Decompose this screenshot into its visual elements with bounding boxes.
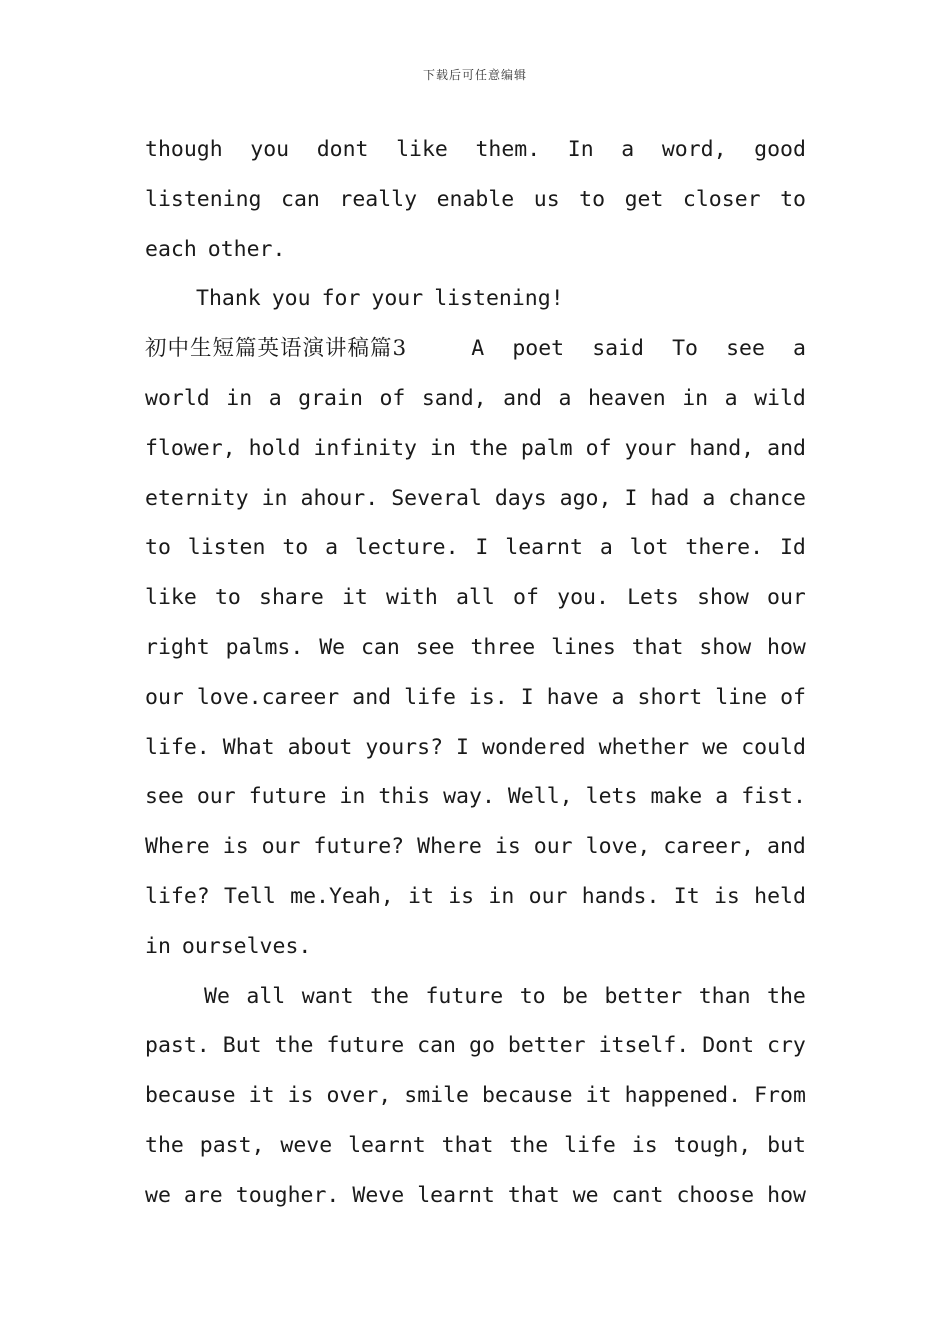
word: wild bbox=[754, 385, 806, 411]
word: Dont bbox=[702, 1033, 755, 1059]
word: life bbox=[564, 1132, 616, 1158]
word: really bbox=[339, 186, 418, 212]
word: can bbox=[417, 1033, 456, 1059]
word: we bbox=[572, 1182, 599, 1208]
word: it bbox=[585, 1083, 612, 1109]
word: of bbox=[585, 435, 612, 461]
word: life bbox=[404, 684, 456, 710]
word: is bbox=[287, 1083, 314, 1109]
word: in bbox=[145, 933, 171, 959]
word: a bbox=[724, 385, 738, 411]
text-line bbox=[145, 225, 806, 275]
word: had bbox=[650, 485, 690, 511]
word: be bbox=[562, 983, 588, 1009]
text-line bbox=[145, 772, 806, 822]
word: In bbox=[567, 137, 594, 162]
word: lines bbox=[551, 634, 616, 660]
word: life. bbox=[145, 734, 210, 760]
word: because bbox=[482, 1083, 573, 1109]
word: the bbox=[509, 1132, 549, 1158]
word: can bbox=[281, 186, 320, 212]
word: What bbox=[222, 734, 275, 760]
word: in bbox=[261, 485, 288, 511]
word: a bbox=[793, 336, 806, 362]
text-line bbox=[145, 972, 806, 1022]
word: like bbox=[396, 137, 448, 162]
word: our bbox=[145, 684, 184, 710]
word: is bbox=[713, 883, 740, 909]
word: I bbox=[520, 684, 534, 710]
word: past, bbox=[199, 1132, 265, 1158]
word: our bbox=[196, 784, 236, 810]
word: our bbox=[261, 834, 301, 860]
word: them. bbox=[475, 137, 541, 162]
word: future? bbox=[313, 834, 405, 860]
word: We bbox=[319, 634, 346, 660]
word: chance bbox=[728, 485, 806, 511]
word: closer bbox=[682, 186, 761, 212]
word: weve bbox=[280, 1132, 333, 1158]
word: dont bbox=[316, 137, 369, 162]
word: A bbox=[471, 336, 485, 362]
word: the bbox=[145, 1132, 184, 1158]
word: hands. bbox=[581, 883, 660, 909]
word: It bbox=[673, 883, 700, 909]
word: a bbox=[715, 784, 729, 810]
word: the bbox=[767, 983, 806, 1009]
text-line bbox=[145, 175, 806, 225]
text-line bbox=[145, 1171, 806, 1221]
word: how bbox=[767, 634, 806, 660]
word: I bbox=[475, 535, 489, 561]
word: are bbox=[183, 1182, 223, 1208]
word: Id bbox=[779, 535, 806, 561]
word: and bbox=[352, 684, 392, 710]
word: have bbox=[546, 684, 599, 710]
word: we bbox=[702, 734, 729, 760]
word: you bbox=[271, 286, 311, 312]
word: poet bbox=[512, 336, 565, 362]
word: future bbox=[248, 784, 327, 810]
text-line bbox=[145, 324, 806, 374]
word: show bbox=[697, 585, 749, 611]
word: and bbox=[503, 385, 542, 411]
word: love, bbox=[585, 834, 651, 860]
word: career, bbox=[663, 834, 755, 860]
word: the bbox=[370, 983, 409, 1009]
word: hold bbox=[248, 435, 301, 461]
word: could bbox=[741, 734, 806, 760]
word: We bbox=[204, 983, 230, 1009]
word: about bbox=[287, 734, 353, 760]
word: better bbox=[507, 1033, 586, 1059]
word: to bbox=[214, 585, 241, 611]
word: see bbox=[145, 784, 184, 810]
word: like bbox=[145, 585, 197, 611]
word: the bbox=[468, 435, 508, 461]
page-header: 下载后可任意编辑 bbox=[422, 68, 527, 82]
word: show bbox=[699, 634, 752, 660]
word: three bbox=[470, 634, 536, 660]
text-line bbox=[145, 523, 806, 573]
word: listening bbox=[145, 186, 262, 212]
word: to bbox=[579, 186, 606, 212]
word: all bbox=[246, 983, 286, 1009]
text-line bbox=[145, 374, 806, 424]
word: a bbox=[558, 385, 572, 411]
word: cant bbox=[611, 1182, 664, 1208]
text-line bbox=[145, 623, 806, 673]
word: is bbox=[222, 834, 249, 860]
word: palm bbox=[520, 435, 573, 461]
text-line bbox=[145, 125, 806, 175]
word: see bbox=[415, 634, 455, 660]
text-line bbox=[145, 822, 806, 872]
word: a bbox=[325, 535, 339, 561]
word: Thank bbox=[196, 286, 261, 312]
text-line bbox=[145, 723, 806, 773]
word: Weve bbox=[352, 1182, 405, 1208]
word: a bbox=[611, 684, 625, 710]
word: Well, bbox=[507, 784, 573, 810]
word: Tell bbox=[224, 883, 276, 909]
word: our bbox=[767, 585, 806, 611]
word: but bbox=[767, 1132, 806, 1158]
word: learnt bbox=[417, 1182, 495, 1208]
word: past. bbox=[145, 1033, 210, 1059]
word: want bbox=[301, 983, 354, 1009]
word: line bbox=[715, 684, 768, 710]
word: in bbox=[430, 435, 456, 461]
word: infinity bbox=[313, 435, 418, 461]
word: But bbox=[222, 1033, 262, 1059]
word: happened. bbox=[624, 1083, 742, 1109]
word: all bbox=[456, 585, 495, 611]
word: whether bbox=[598, 734, 690, 760]
word: us bbox=[533, 186, 560, 212]
word: short bbox=[637, 684, 703, 710]
word: that bbox=[507, 1182, 560, 1208]
word: our bbox=[533, 834, 573, 860]
text-line bbox=[145, 922, 806, 972]
word: wondered bbox=[482, 734, 586, 760]
text-line bbox=[145, 474, 806, 524]
word: right bbox=[145, 634, 210, 660]
word: share bbox=[259, 585, 324, 611]
word: flower, bbox=[145, 435, 236, 461]
word: a bbox=[599, 535, 613, 561]
word: how bbox=[767, 1182, 806, 1208]
word: cry bbox=[767, 1033, 806, 1059]
word: in bbox=[339, 784, 366, 810]
word: your bbox=[371, 286, 424, 312]
word: for bbox=[321, 286, 361, 312]
word: your bbox=[624, 435, 677, 461]
word: Several bbox=[391, 485, 482, 511]
word: ourselves. bbox=[181, 933, 312, 959]
word: there. bbox=[685, 535, 764, 561]
word: this bbox=[378, 784, 431, 810]
word: heaven bbox=[587, 385, 666, 411]
word: with bbox=[386, 585, 438, 611]
word: listening! bbox=[434, 286, 564, 312]
word: word, bbox=[661, 137, 727, 162]
word: to bbox=[780, 186, 806, 212]
text-line bbox=[145, 1071, 806, 1121]
word: to bbox=[519, 983, 546, 1009]
word: and bbox=[767, 834, 806, 860]
word: go bbox=[469, 1033, 495, 1059]
word: To bbox=[672, 336, 698, 362]
word: future bbox=[425, 983, 504, 1009]
word: sand, bbox=[421, 385, 487, 411]
word: hand, bbox=[689, 435, 755, 461]
word: eternity bbox=[145, 485, 249, 511]
text-line bbox=[145, 573, 806, 623]
word: lot bbox=[629, 535, 669, 561]
word: of bbox=[513, 585, 539, 611]
word: Lets bbox=[627, 585, 679, 611]
word: choose bbox=[676, 1182, 755, 1208]
word: tough, bbox=[673, 1132, 752, 1158]
word: is bbox=[494, 834, 521, 860]
word: though bbox=[145, 137, 223, 162]
word: future bbox=[326, 1033, 405, 1059]
word: itself. bbox=[598, 1033, 690, 1059]
word: a bbox=[268, 385, 282, 411]
word: world bbox=[145, 385, 210, 411]
word: good bbox=[754, 137, 806, 162]
word: to bbox=[145, 535, 171, 561]
word: in bbox=[226, 385, 253, 411]
word: it bbox=[408, 883, 434, 909]
word: that bbox=[631, 634, 684, 660]
word: grain bbox=[298, 385, 363, 411]
word: ahour. bbox=[300, 485, 379, 511]
word: listen bbox=[187, 535, 266, 561]
word: you. bbox=[557, 585, 609, 611]
word: Where bbox=[145, 834, 210, 860]
word: me.Yeah, bbox=[290, 883, 394, 909]
word: tougher. bbox=[235, 1182, 340, 1208]
section-heading: 初中生短篇英语演讲稿篇3 bbox=[145, 336, 408, 362]
word: it bbox=[341, 585, 368, 611]
word: said bbox=[592, 336, 644, 362]
word: you bbox=[250, 137, 290, 162]
text-line bbox=[145, 673, 806, 723]
word: I bbox=[456, 734, 469, 760]
word: because bbox=[145, 1083, 236, 1109]
word: better bbox=[604, 983, 683, 1009]
word: make bbox=[650, 784, 703, 810]
word: in bbox=[488, 883, 515, 909]
word: life? bbox=[145, 883, 210, 909]
word: that bbox=[441, 1132, 494, 1158]
word: love.career bbox=[196, 684, 340, 710]
word: our bbox=[528, 883, 568, 909]
word: it bbox=[248, 1083, 275, 1109]
text-line bbox=[145, 1021, 806, 1071]
word: days bbox=[494, 485, 547, 511]
word: the bbox=[274, 1033, 314, 1059]
word: smile bbox=[404, 1083, 469, 1109]
word: each bbox=[145, 236, 197, 262]
word: yours? bbox=[365, 734, 444, 760]
word: can bbox=[360, 634, 400, 660]
word: see bbox=[726, 336, 765, 362]
text-line bbox=[145, 872, 806, 922]
word: enable bbox=[436, 186, 515, 212]
word: a bbox=[702, 485, 716, 511]
word: palms. bbox=[225, 634, 304, 660]
document-body bbox=[145, 125, 806, 1221]
word: lets bbox=[585, 784, 638, 810]
word: lecture. bbox=[354, 535, 459, 561]
word: From bbox=[754, 1083, 806, 1109]
word: is. bbox=[468, 684, 508, 710]
word: than bbox=[698, 983, 751, 1009]
word: of bbox=[379, 385, 406, 411]
word: learnt bbox=[505, 535, 583, 561]
word: I bbox=[624, 485, 638, 511]
word: fist. bbox=[741, 784, 806, 810]
word: get bbox=[624, 186, 664, 212]
word: held bbox=[754, 883, 806, 909]
word: a bbox=[621, 137, 635, 162]
word: and bbox=[767, 435, 806, 461]
word: of bbox=[780, 684, 806, 710]
word: learnt bbox=[348, 1132, 426, 1158]
word: is bbox=[448, 883, 475, 909]
word: to bbox=[282, 535, 309, 561]
text-line bbox=[145, 1121, 806, 1171]
word: in bbox=[682, 385, 709, 411]
word: ago, bbox=[559, 485, 612, 511]
word: other. bbox=[207, 236, 286, 262]
word: Where bbox=[417, 834, 482, 860]
text-line bbox=[145, 424, 806, 474]
word: we bbox=[145, 1182, 171, 1208]
word: way. bbox=[443, 784, 495, 810]
word: is bbox=[631, 1132, 658, 1158]
text-line bbox=[145, 274, 806, 324]
word: over, bbox=[326, 1083, 392, 1109]
